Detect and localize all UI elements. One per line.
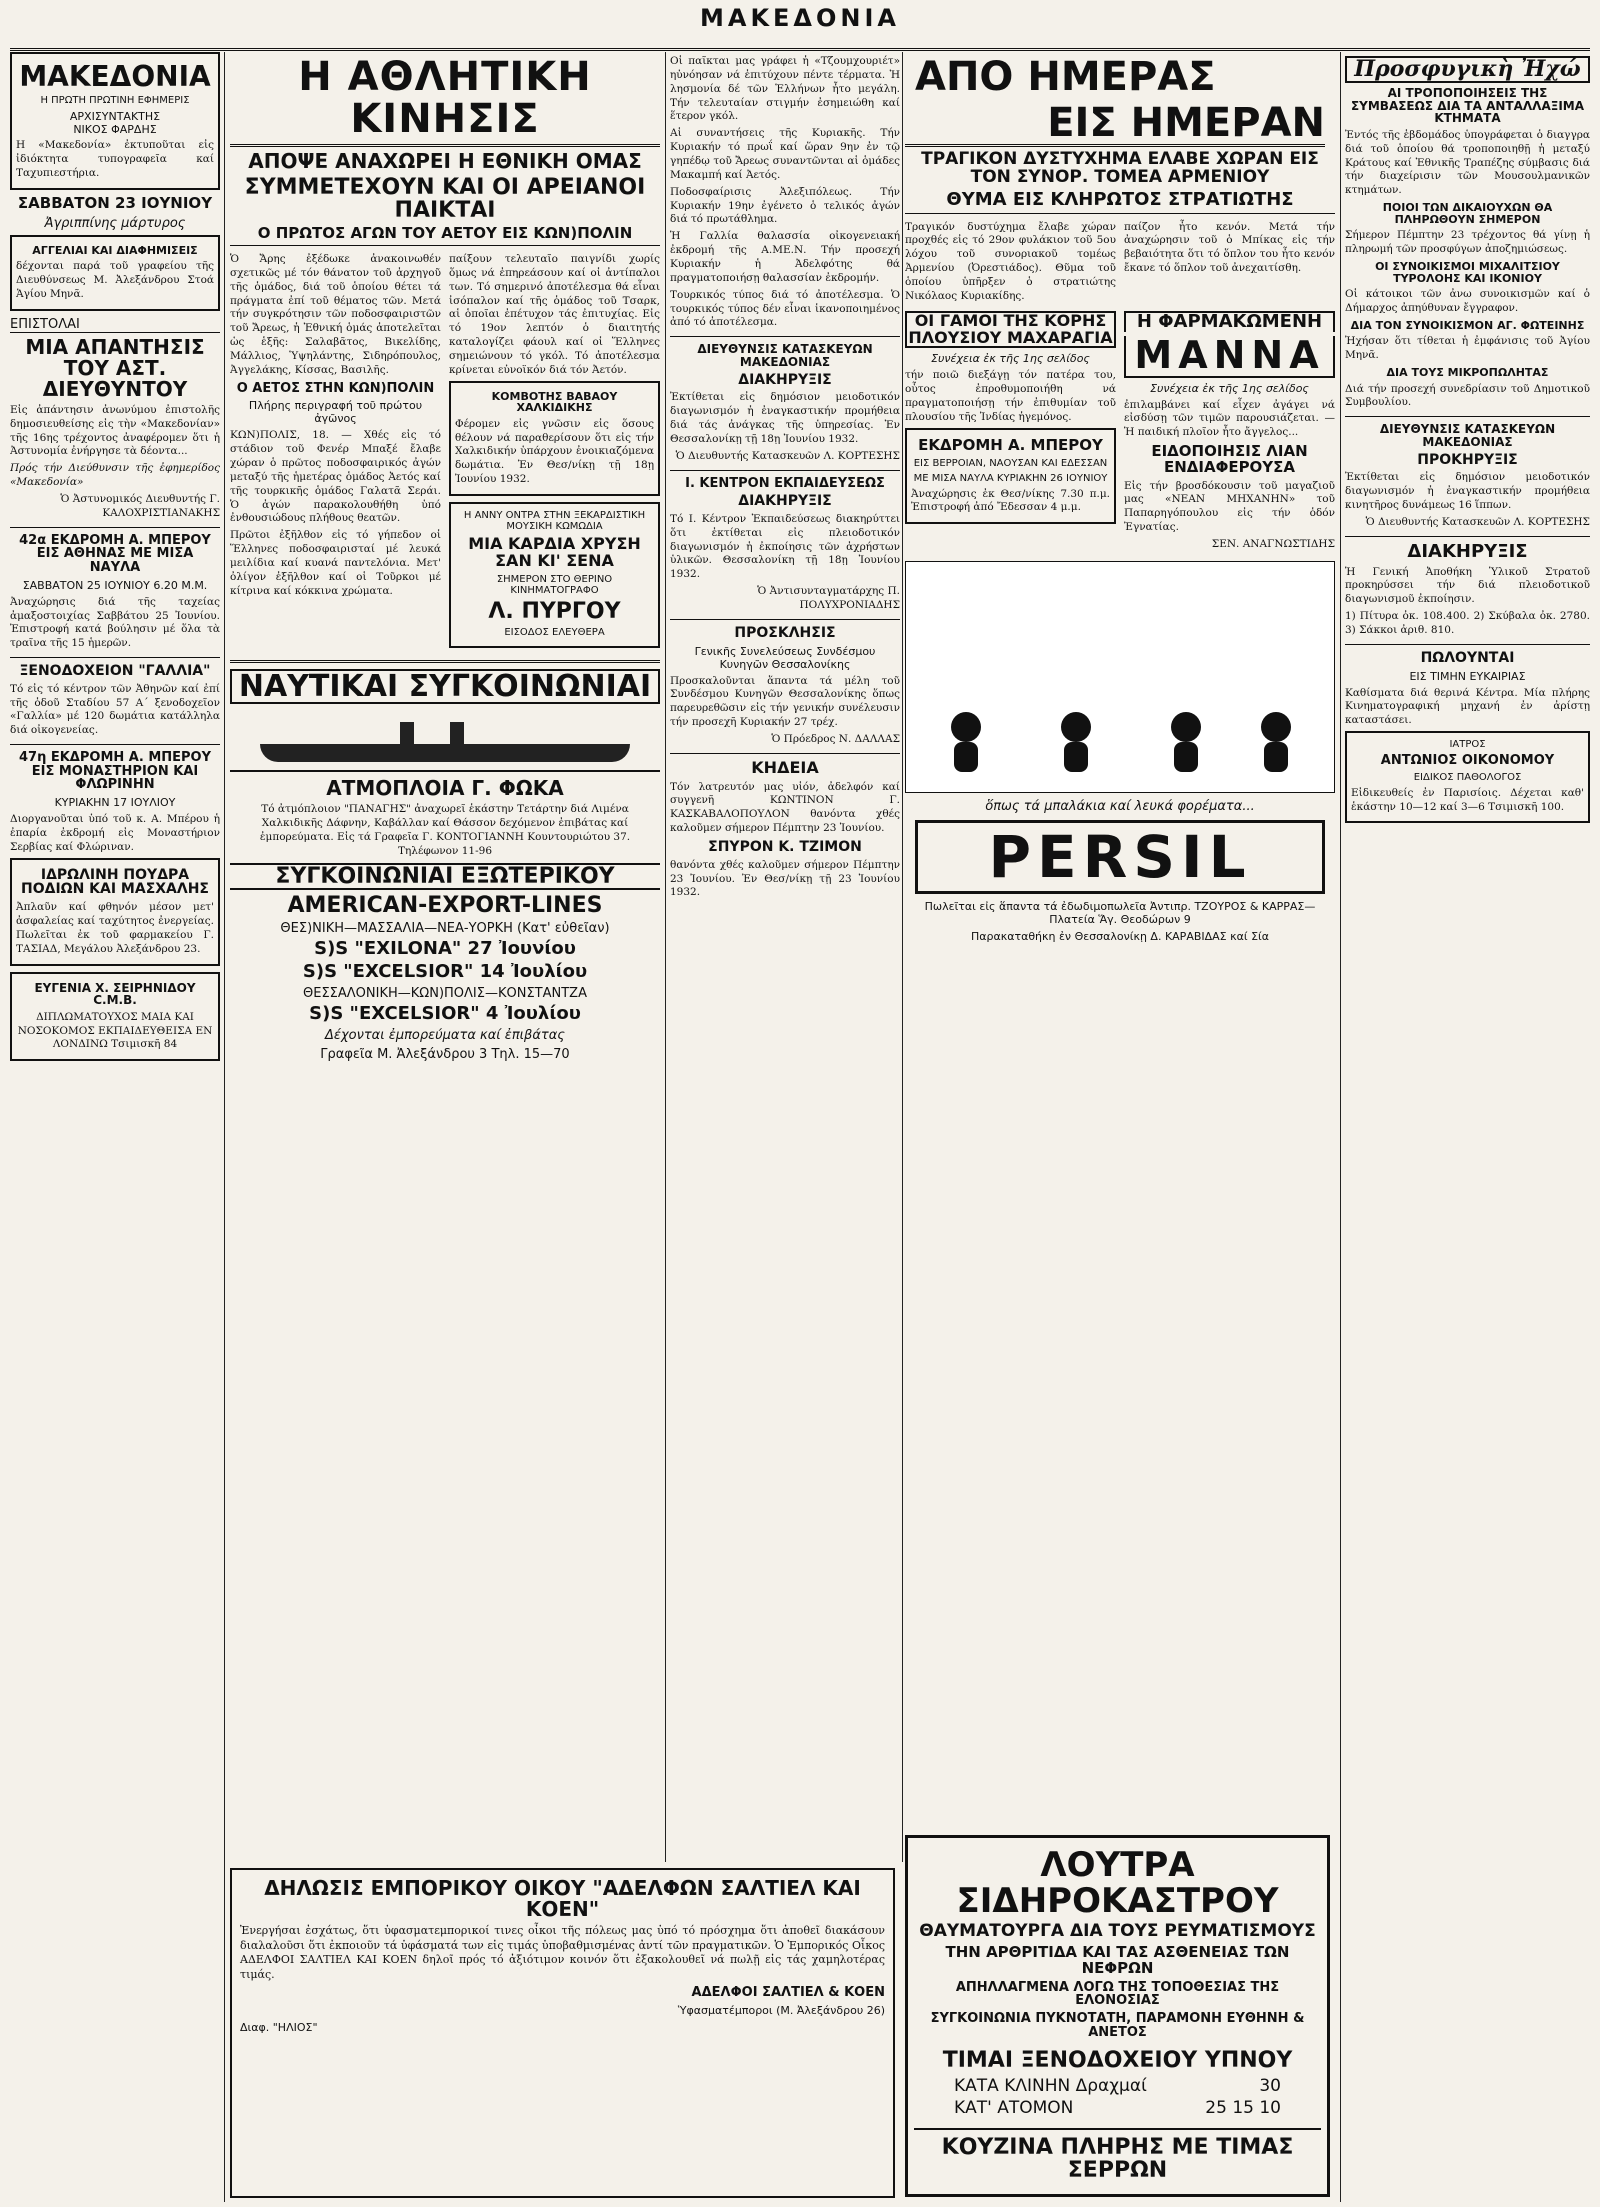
berou-headline: ΕΚΔΡΟΜΗ Α. ΜΠΕΡΟΥ: [918, 435, 1103, 454]
baths-line-1: ΘΑΥΜΑΤΟΥΡΓΑ ΔΙΑ ΤΟΥΣ ΡΕΥΜΑΤΙΣΜΟΥΣ: [919, 1921, 1316, 1942]
ferry-headline: ΑΤΜΟΠΛΟΙΑ Γ. ΦΩΚΑ: [326, 776, 564, 801]
marriage-text: τήν ποιῶ διεξάγῃ τόν πατέρα του, οὗτος ἐπροθυμοποιήθη νά πραγματοποιήσῃ τήν ἐπιθυμίαν τοῦ πλουσίου τῆς Ἰνδίας ἡγεμόνος.: [905, 369, 1116, 423]
school-label: ΔΙΑΚΗΡΥΞΙΣ: [738, 493, 832, 510]
lines-note: Δέχονται ἐμπορεύματα καί ἐπιβάτας: [325, 1027, 565, 1043]
paid-text: Σήμερον Πέμπτην 23 τρέχοντος θά γίνῃ ἡ πληρωμή τῶν προσφύγων ἀποζημιώσεως.: [1345, 229, 1590, 256]
cinema-entry: ΕΙΣΟΔΟΣ ΕΛΕΥΘΕΡΑ: [504, 626, 605, 638]
saltiel-headline: ΔΗΛΩΣΙΣ ΕΜΠΟΡΙΚΟΥ ΟΙΚΟΥ "ΑΔΕΛΦΩΝ ΣΑΛΤΙΕΛ ΚΑΙ ΚΟΕΝ": [264, 1876, 861, 1921]
invite-text: Προσκαλοῦνται ἅπαντα τά μέλη τοῦ Συνδέσμου Κυνηγῶν Θεσσαλονίκης ὅπως παρευρεθῶσιν εἰς τήν γενικήν συνέλευσιν τήν προσεχῆ Κυριακήν 27 τρέχ.: [670, 674, 900, 729]
aetos-headline: Ο ΑΕΤΟΣ ΣΤΗΝ ΚΩΝ)ΠΟΛΙΝ: [236, 380, 435, 396]
declaration-headline: ΔΙΑΚΗΡΥΞΙΣ: [1407, 540, 1528, 562]
price-bed-label: ΚΑΤΑ ΚΛΙΝΗΝ Δραχμαί: [954, 2076, 1147, 2097]
letters-text: Εἰς ἀπάντησιν ἀνωνύμου ἐπιστολῆς δημοσιευθείσης εἰς τὴν «Μακεδονίαν» τῆς 16ης τρέχοντος ἀναφέρομεν ὅτι ἡ Ἀστυνομία ἐνήργησε τὰ δέοντα...: [10, 403, 220, 458]
aetos-text: ΚΩΝ)ΠΟΛΙΣ, 18. — Χθές εἰς τό στάδιον τοῦ Φενέρ Μπαξέ ἔλαβε χώραν ὁ πρῶτος ποδοσφαιρικός ἀγών μεταξύ τῆς ἡμετέρας ὁμάδος Ἀετός καί τῆς τουρκικῆς ὁμάδος Γαλατᾶ Σεράι. Ὁ ἀγών παρακολουθήθη ὑπό ἐνθουσιώδους πλήθους θεατῶν.: [230, 429, 441, 525]
excursion-athens-date: ΣΑΒΒΑΤΟΝ 25 ΙΟΥΝΙΟΥ 6.20 Μ.Μ.: [22, 578, 208, 592]
saltiel-text: Ἐνεργήσαι ἐσχάτως, ὅτι ὑφασματεμπορικοί τινες οἶκοι τῆς πόλεως μας ὑπό τό πρόσχημα ὅτι ἀποθεῖ διακάσουν διαλαλοῦσι ὅτι ἐκποιοῦν τά ὑφάσματά των εἰς τιμάς ὑποβαθμισμένας ἀντί τῶν πραγματικῶν. Ὁ Ἐμπορικός Οἶκος ΑΔΕΛΦΟΙ ΣΑΛΤΙΕΛ ΚΑΙ ΚΟΕΝ δηλοῖ πρός τό ἀξιότιμον κοινόν ὅτι ἐξακολουθεῖ νά πωλῇ εἰς τάς χαμηλοτέρας τιμάς.: [240, 1924, 885, 1981]
editor-label: ΑΡΧΙΣΥΝΤΑΚΤΗΣ: [69, 110, 161, 124]
declaration-items: 1) Πίτυρα ὀκ. 108.400. 2) Σκύβαλα ὀκ. 2780. 3) Σάκκοι ἀριθ. 810.: [1345, 610, 1590, 636]
saltiel-signature: ΑΔΕΛΦΟΙ ΣΑΛΤΙΕΛ & ΚΟΕΝ: [691, 1985, 885, 2001]
issue-date: ΣΑΒΒΑΤΟΝ 23 ΙΟΥΝΙΟΥ: [17, 193, 213, 212]
school-text: Τό Ι. Κέντρον Ἐκπαιδεύσεως διακηρύττει ὅτι ἐκτίθεται εἰς πλειοδοτικόν διαγωνισμόν ἡ ἐκποίησις τῶν ἀχρήστων ὑλικῶν. Θεσσαλονίκη τῇ 18ῃ Ἰουνίου 1932.: [670, 512, 900, 581]
ship-3: S)S "EXCELSIOR" 4 Ἰουλίου: [309, 1002, 581, 1024]
paper-name: ΜΑΚΕΔΟΝΙΑ: [19, 60, 211, 93]
persil-tagline: ὅπως τά μπαλάκια καί λευκά φορέματα...: [985, 798, 1255, 814]
letters-label: ΕΠΙΣΤΟΛΑΙ: [10, 317, 220, 333]
small-traders-text: Διά τήν προσεχή συνεδρίασιν τοῦ Δημοτικοῦ Συμβουλίου.: [1345, 382, 1590, 409]
manna-headline-1: Η ΦΑΡΜΑΚΩΜΕΝΗ: [1124, 311, 1335, 332]
manna-text: ἐπιλαμβάνει καί εἶχεν ἀγάγει νά εἰσδύσῃ τῶν τιμῶν παρουσιάζεται. — Ἡ παιδική πλοῖον ἦτο ἄγγελος...: [1124, 398, 1335, 439]
powder-headline: ΙΔΡΩΛΙΝΗ ΠΟΥΔΡΑ ΠΟΔΙΩΝ ΚΑΙ ΜΑΣΧΑΛΗΣ: [21, 866, 209, 898]
notices-text: Εἰς τήν βροσδόκουσιν τοῦ μαγαζιοῦ μας «ΝΕΑΝ ΜΗΧΑΝΗΝ» τοῦ Παπαρηγόπουλου εἰς τήν ὁδόν Ἐγνατίας.: [1124, 479, 1335, 534]
route-1: ΘΕΣ)ΝΙΚΗ—ΜΑΣΣΑΛΙΑ—ΝΕΑ-ΥΟΡΚΗ (Κατ' εὐθεῖαν): [280, 920, 610, 936]
column-divider: [224, 52, 225, 2202]
price-person-label: ΚΑΤ' ΑΤΟΜΟΝ: [954, 2098, 1074, 2119]
baths-line-2: ΤΗΝ ΑΡΘΡΙΤΙΔΑ ΚΑΙ ΤΑΣ ΑΣΘΕΝΕΙΑΣ ΤΩΝ ΝΕΦΡΩΝ: [945, 1943, 1290, 1977]
baths-line-3: ΑΠΗΛΛΑΓΜΕΝΑ ΛΟΓΩ ΤΗΣ ΤΟΠΟΘΕΣΙΑΣ ΤΗΣ ΕΛΟΝΟΣΙΑΣ: [955, 1979, 1280, 2009]
cinema-ad: [449, 502, 660, 648]
notice-title: ΑΓΓΕΛΙΑΙ ΚΑΙ ΔΙΑΦΗΜΙΣΕΙΣ: [32, 243, 198, 257]
saltiel-declaration: [230, 1868, 895, 2198]
saltiel-source: Διαφ. "ΗΛΙΟΣ": [240, 2020, 318, 2034]
baths-line-4: ΣΥΓΚΟΙΝΩΝΙΑ ΠΥΚΝΟΤΑΤΗ, ΠΑΡΑΜΟΝΗ ΕΥΘΗΝΗ & ΑΝΕΤΟΣ: [930, 2011, 1305, 2040]
ferry-text: Τό ἀτμόπλοιον "ΠΑΝΑΓΗΣ" ἀναχωρεῖ ἑκάστην Τετάρτην διά Λιμένα Χαλκιδικῆς Δάφνην, Καβάλλαν καί Θάσσον δεχόμενον ἐπιβάτας καί ἐμπορεύματα. Εἰς τά Γραφεῖα Γ. ΚΟΝΤΟΓΙΑΝΝΗ Κουντουριώτου 37. Τηλέφωνον 11-96: [259, 803, 631, 857]
excursion-monastir-date: ΚΥΡΙΑΚΗΝ 17 ΙΟΥΛΙΟΥ: [54, 796, 176, 810]
prices-headline: ΤΙΜΑΙ ΞΕΝΟΔΟΧΕΙΟΥ ΥΠΝΟΥ: [942, 2048, 1293, 2074]
masthead-title: ΜΑΚΕΔΟΝΙΑ: [699, 4, 900, 32]
tender-label: ΔΙΑΚΗΡΥΞΙΣ: [738, 371, 832, 388]
ship-1: S)S "EXILONA" 27 Ἰουνίου: [314, 937, 576, 959]
powder-text: Ἀπλαῦν καί φθηνόν μέσον μετ' ἀσφαλείας καί ταχύτητος ἐνεργείας. Πωλεῖται ἐκ τοῦ φαρμακείου Γ. ΤΑΣΙΑΔ, Μεγάλου Ἀλεξάνδρου 23.: [16, 901, 214, 955]
berou-ad: [905, 428, 1116, 524]
left-column: [10, 52, 220, 2202]
middle-column: [670, 52, 900, 1862]
doctor-name: ΑΝΤΩΝΙΟΣ ΟΙΚΟΝΟΜΟΥ: [1380, 753, 1555, 769]
funeral-headline: ΚΗΔΕΙΑ: [751, 757, 819, 777]
berou-date: ΜΕ ΜΙΣΑ ΝΑΥΛΑ ΚΥΡΙΑΚΗΝ 26 ΙΟΥΝΙΟΥ: [913, 472, 1108, 484]
fotinis-headline: ΔΙΑ ΤΟΝ ΣΥΝΟΙΚΙΣΜΟΝ ΑΓ. ΦΩΤΕΙΝΗΣ: [1350, 318, 1585, 332]
editor-name: ΝΙΚΟΣ ΦΑΡΔΗΣ: [73, 123, 157, 137]
notice-text: δέχονται παρά τοῦ γραφείου τῆς Διευθύνσεως Μ. Ἀλεξάνδρου Στοά Ἁγίου Μηνᾶ.: [16, 260, 214, 300]
price-person-values: 25 15 10: [1205, 2098, 1281, 2119]
funeral-text: Τόν λατρευτόν μας υἱόν, ἀδελφόν καί συγγενῆ ΚΩΝΤΙΝΟΝ Γ. ΚΑΣΚΑΒΑΛΟΠΟΥΛΟΝ θανόντα χθές καλοῦμεν σήμερον Πέμπτην 23 Ἰουνίου.: [670, 780, 900, 835]
funeral2-text: θανόντα χθές καλοῦμεν σήμερον Πέμπτην 23 Ἰουνίου. Ἐν Θεσ/νίκῃ τῇ 23 Ἰουνίου 1932.: [670, 858, 900, 899]
daily-subhead-1: ΤΡΑΓΙΚΟΝ ΔΥΣΤΥΧΗΜΑ ΕΛΑΒΕ ΧΩΡΑΝ ΕΙΣ ΤΟΝ ΣΥΝΟΡ. ΤΟΜΕΑ ΑΡΜΕΝΙΟΥ: [921, 149, 1319, 187]
sports-subhead-3: Ο ΠΡΩΤΟΣ ΑΓΩΝ ΤΟΥ ΑΕΤΟΥ ΕΙΣ ΚΩΝ)ΠΟΛΙΝ: [230, 226, 660, 246]
tender2-headline: ΔΙΕΥΘΥΝΣΙΣ ΚΑΤΑΣΚΕΥΩΝ ΜΑΚΕΔΟΝΙΑΣ: [1379, 422, 1556, 449]
daily-column: [905, 52, 1335, 1862]
baths-footer: ΚΟΥΖΙΝΑ ΠΛΗΡΗΣ ΜΕ ΤΙΜΑΣ ΣΕΡΡΩΝ: [914, 2128, 1321, 2182]
middle-text-5: Τουρκικός τύπος διά τό ἀποτέλεσμα. Ὁ τουρκικός τύπος δέν εἶναι ἱκανοποιημένος ἀπό τό ἀποτέλεσμα.: [670, 288, 900, 329]
school-headline: Ι. ΚΕΝΤΡΟΝ ΕΚΠΑΙΔΕΥΣΕΩΣ: [685, 475, 885, 491]
naval-headline: ΝΑΥΤΙΚΑΙ ΣΥΓΚΟΙΝΩΝΙΑΙ: [230, 669, 660, 705]
price-row-person: [954, 2098, 1281, 2118]
cinema-title: ΜΙΑ ΚΑΡΔΙΑ ΧΡΥΣΗ ΣΑΝ ΚΙ' ΣΕΝΑ: [468, 534, 641, 570]
midwife-ad: [10, 972, 220, 1062]
paper-subtitle: Η ΠΡΩΤΗ ΠΡΩΤΙΝΗ ΕΦΗΜΕΡΙΣ: [40, 95, 190, 107]
letters-signature: Ὁ Ἀστυνομικός Διευθυντής Γ. ΚΑΛΟΧΡΙΣΤΙΑΝΑΚΗΣ: [60, 493, 220, 519]
sale-subhead: ΕΙΣ ΤΙΜΗΝ ΕΥΚΑΙΡΙΑΣ: [1409, 669, 1526, 683]
invite-subhead: Γενικῆς Συνελεύσεως Συνδέσμου Κυνηγῶν Θεσσαλονίκης: [694, 644, 876, 671]
letters-headline: ΜΙΑ ΑΠΑΝΤΗΣΙΣ ΤΟΥ ΑΣΤ. ΔΙΕΥΘΥΝΤΟΥ: [25, 334, 205, 401]
koumpes-headline: ΚΟΜΒΟΤΗΣ ΒΑΒΑΟΥ ΧΑΛΚΙΔΙΚΗΣ: [491, 389, 618, 415]
persil-logo: PERSIL: [915, 820, 1325, 894]
ship-illustration: [230, 710, 660, 772]
middle-text-3: Ποδοσφαίρισις Ἀλεξιπόλεως. Τήν Κυριακήν 19ην ἐγένετο ὁ τελικός ἀγών διά τό πρωτάθλημα.: [670, 185, 900, 226]
sports-column: [230, 52, 660, 1862]
column-divider: [1340, 52, 1341, 2202]
daily-headline-1: ΑΠΟ ΗΜΕΡΑΣ: [915, 54, 1216, 100]
refugee-text-1: Ἐντός τῆς ἑβδομάδος ὑπογράφεται ὁ διαγγρα διά τοῦ ὁποίου θά τροποποιηθῇ ἡ μεταξύ Κράτους καί Ἐθνικῆς Τραπέζης σύμβασις διά τήν διαχείρισιν τῶν Μουσουλμανικῶν κτημάτων.: [1345, 128, 1590, 197]
masthead: [10, 4, 1590, 51]
doctor-specialty: ΕΙΔΙΚΟΣ ΠΑΘΟΛΟΓΟΣ: [1413, 771, 1522, 783]
lines-headline: AMERICAN-EXPORT-LINES: [287, 892, 603, 918]
cinema-when: ΣΗΜΕΡΟΝ ΣΤΟ ΘΕΡΙΝΟ ΚΙΝΗΜΑΤΟΓΡΑΦΟ: [496, 573, 613, 596]
column-divider: [902, 52, 903, 1862]
berou-subhead: ΕΙΣ ΒΕΡΡΟΙΑΝ, ΝΑΟΥΣΑΝ ΚΑΙ ΕΔΕΣΣΑΝ: [913, 457, 1108, 469]
cinema-intro: Η ΑΝΝΥ ΟΝΤΡΑ ΣΤΗΝ ΞΕΚΑΡΔΙΣΤΙΚΗ ΜΟΥΣΙΚΗ ΚΩΜΩΔΙΑ: [463, 510, 646, 533]
middle-text-4: Ἡ Γαλλία θαλασσία οἰκογενειακή ἐκδρομή τῆς Α.ΜΕ.Ν. Τήν προσεχή Κυριακήν ἡ Ἀδελφότης θά πραγματοποιήσῃ θαλασσίαν ἐκδρομήν.: [670, 230, 900, 284]
doctor-ad: [1345, 731, 1590, 823]
letters-recipient: Πρός τήν Διεύθυνσιν τῆς ἐφημερίδος «Μακεδονία»: [10, 462, 220, 489]
declaration-text: Ἡ Γενική Ἀποθήκη Ὑλικοῦ Στρατοῦ προκηρύσσει τήν διά πλειοδοτικοῦ διαγωνισμοῦ ἐκποίησιν.: [1345, 565, 1590, 606]
saltiel-address: Ὑφασματέμποροι (Μ. Ἀλεξάνδρου 26): [677, 2003, 885, 2017]
refugee-headline: Προσφυγικὴ Ἠχώ: [1345, 56, 1590, 83]
paid-headline: ΠΟΙΟΙ ΤΩΝ ΔΙΚΑΙΟΥΧΩΝ ΘΑ ΠΛΗΡΩΘΟΥΝ ΣΗΜΕΡΟΝ: [1382, 201, 1553, 226]
sale-headline: ΠΩΛΟΥΝΤΑΙ: [1420, 649, 1515, 666]
persil-cartoon: [905, 561, 1335, 793]
manna-headline-2: ΜΑΝΝΑ: [1124, 336, 1335, 378]
masthead-box: [10, 52, 220, 190]
excursion-athens-headline: 42α ΕΚΔΡΟΜΗ Α. ΜΠΕΡΟΥ ΕΙΣ ΑΘΗΝΑΣ ΜΕ ΜΙΣΑ ΝΑΥΛΑ: [19, 532, 211, 575]
doctor-text: Εἰδικευθείς ἐν Παρισίοις. Δέχεται καθ' ἑκάστην 10—12 καί 3—6 Τσιμισκῆ 100.: [1351, 786, 1584, 813]
midwife-name: ΕΥΓΕΝΙΑ Χ. ΣΕΙΡΗΝΙΔΟΥ C.M.B.: [34, 980, 196, 1008]
coop-headline: ΟΙ ΣΥΝΟΙΚΙΣΜΟΙ ΜΙΧΑΛΙΤΣΙΟΥ ΤΥΡΟΛΟΗΣ ΚΑΙ ΙΚΟΝΙΟΥ: [1375, 259, 1560, 285]
tender-text: Ἐκτίθεται εἰς δημόσιον μειοδοτικόν διαγωνισμόν ἡ ἐναγκαστικήν προμήθεια διά τάς ἀνάγκας τῆς ὑπηρεσίας. Ἐν Θεσσαλονίκῃ τῇ 18ῃ Ἰουνίου 1932.: [670, 391, 900, 445]
lines-office: Γραφεῖα Μ. Ἀλεξάνδρου 3 Τηλ. 15—70: [320, 1046, 570, 1062]
marriage-subhead: Συνέχεια ἐκ τῆς 1ης σελίδος: [931, 352, 1090, 366]
aetos-subhead: Πλήρης περιγραφή τοῦ πρώτου ἀγῶνος: [248, 399, 423, 426]
sports-text-2: παίξουν τελευταῖο παιγνίδι χωρίς ὅμως νά ἐπηρεάσουν καί οἱ ἀντίπαλοι των. Τό σημερινό ἀποτέλεσμα θά εἶναι ἰσόπαλον καί τῆς ὁμάδος τοῦ Τσαρκ, αἱ ὁποῖαι ἐπέτυχον τάς ἐπιτυχίας. Εἰς τό 19ον λεπτόν ὁ διαιτητής καταλογίζει φάουλ καί οἱ Ἕλληνες σημειώνουν τό γκόλ. Τό ἀποτέλεσμα κρίνεται εὐνοϊκόν διά τόν Ἀετόν.: [449, 252, 660, 376]
tender2-label: ΠΡΟΚΗΡΥΞΙΣ: [1417, 451, 1518, 468]
hotel-text: Τό εἰς τό κέντρον τῶν Ἀθηνῶν καί ἐπί τῆς ὁδοῦ Σταδίου 57 Α΄ ξενοδοχεῖον «Γαλλία» μέ 120 δωμάτια κατάλληλα διά οἰκογενείας.: [10, 682, 220, 737]
price-bed-value: 30: [1259, 2076, 1281, 2097]
notice-box: [10, 235, 220, 311]
daily-text-1: Τραγικόν δυστύχημα ἔλαβε χώραν προχθές εἰς τό 29ον φυλάκιον τοῦ 5ου λόχου τοῦ συνοριακοῦ τομέως Ἀρμενίου (Ὀρεστιάδος). Θῦμα τοῦ ὁποίου ὑπῆρξεν ὁ στρατιώτης Νικόλαος Κυριακίδης.: [905, 220, 1116, 302]
persil-dealer: Παρακαταθήκη ἐν Θεσσαλονίκῃ Δ. ΚΑΡΑΒΙΔΑΣ καί Σία: [970, 929, 1270, 943]
invite-signature: Ὁ Πρόεδρος Ν. ΔΑΛΛΑΣ: [771, 732, 900, 745]
excursion-monastir-headline: 47η ΕΚΔΡΟΜΗ Α. ΜΠΕΡΟΥ ΕΙΣ ΜΟΝΑΣΤΗΡΙΟΝ ΚΑΙ ΦΛΩΡΙΝΗΝ: [18, 750, 212, 793]
doctor-label: ΙΑΤΡΟΣ: [1449, 739, 1486, 751]
midwife-text: ΔΙΠΛΩΜΑΤΟΥΧΟΣ ΜΑΙΑ ΚΑΙ ΝΟΣΟΚΟΜΟΣ ΕΚΠΑΙΔΕΥΘΕΙΣΑ ΕΝ ΛΟΝΔΙΝΩ Τσιμισκῆ 84: [17, 1010, 213, 1051]
tender2-text: Ἐκτίθεται εἰς δημόσιον μειοδοτικόν διαγωνισμόν ἡ ἐναγκαστικήν προμήθεια κινητῆρος δυνάμεως 16 ἵππων.: [1345, 471, 1590, 511]
excursion-monastir-text: Διοργανοῦται ὑπό τοῦ κ. Α. Μπέρου ἡ ἐπαρία ἐκδρομή εἰς Μοναστήριον Σερβίας καί Φλώριναν.: [10, 813, 220, 853]
foreign-headline: ΣΥΓΚΟΙΝΩΝΙΑΙ ΕΞΩΤΕΡΙΚΟΥ: [230, 863, 660, 890]
hotel-headline: ΞΕΝΟΔΟΧΕΙΟΝ "ΓΑΛΛΙΑ": [19, 663, 211, 680]
tender-signature: Ὁ Διευθυντής Κατασκευῶν Λ. ΚΟΡΤΕΣΗΣ: [675, 449, 900, 462]
notices-headline: ΕΙΔΟΠΟΙΗΣΙΣ ΛΙΑΝ ΕΝΔΙΑΦΕΡΟΥΣΑ: [1151, 442, 1308, 476]
sidirokastro-baths-ad: [905, 1835, 1330, 2197]
koumpes-text: Φέρομεν εἰς γνῶσιν εἰς ὅσους θέλουν νά παραθερίσουν ὅτι εἰς τήν Χαλκιδικήν ὑπάρχουν ἐνοικιαζόμενα δωμάτια. Ἐν Θεσ/νίκῃ τῇ 18ῃ Ἰουνίου 1932.: [455, 417, 654, 486]
middle-text-2: Αἱ συναντήσεις τῆς Κυριακῆς. Τήν Κυριακήν τό πρωΐ καί ὥραν 9ην ἐν τῷ γηπέδῳ τοῦ Ἄρεως συναντῶνται αἱ ὁμάδες Μακαμπή καί Ἀετός.: [670, 127, 900, 181]
sports-headline: Η ΑΘΛΗΤΙΚΗ ΚΙΝΗΣΙΣ: [230, 56, 660, 147]
tender2-signature: Ὁ Διευθυντής Κατασκευῶν Λ. ΚΟΡΤΕΣΗΣ: [1365, 515, 1590, 528]
koumpes-notice: [449, 381, 660, 496]
ship-2: S)S "EXCELSIOR" 14 Ἰουλίου: [302, 960, 588, 982]
coop-text: Οἱ κάτοικοι τῶν ἀνω συνοικισμῶν καί ὁ Δήμαρχος ἀπηύθυναν ἔγγραφον.: [1345, 288, 1590, 314]
route-2: ΘΕΣΣΑΛΟΝΙΚΗ—ΚΩΝ)ΠΟΛΙΣ—ΚΟΝΣΤΑΝΤΖΑ: [303, 985, 587, 1001]
marriage-headline: ΟΙ ΓΑΜΟΙ ΤΗΣ ΚΟΡΗΣ ΠΛΟΥΣΙΟΥ ΜΑΧΑΡΑΓΙΑ: [905, 311, 1116, 349]
manna-subhead: Συνέχεια ἐκ τῆς 1ης σελίδος: [1150, 381, 1309, 395]
funeral2-name: ΣΠΥΡΟΝ Κ. ΤΖΙΜΟΝ: [708, 839, 862, 856]
powder-ad: [10, 858, 220, 966]
cinema-name: Λ. ΠΥΡΓΟΥ: [488, 598, 621, 624]
excursion-athens-text: Ἀναχώρησις διά τῆς ταχείας ἀμαξοστοιχίας Σαββάτου 25 Ἰουνίου. Ἐπιστροφή κατά βούλησιν μέ ὅλα τὰ τραῖνα τῆς 15 ἡμερῶν.: [10, 595, 220, 650]
tender-headline: ΔΙΕΥΘΥΝΣΙΣ ΚΑΤΑΣΚΕΥΩΝ ΜΑΚΕΔΟΝΙΑΣ: [697, 342, 873, 369]
small-traders-headline: ΔΙΑ ΤΟΥΣ ΜΙΚΡΟΠΩΛΗΤΑΣ: [1386, 366, 1549, 380]
first-out-text: Πρῶτοι ἐξῆλθον εἰς τό γήπεδον οἱ Ἕλληνες ποδοσφαιρισταί μέ λευκά μειλίδια καί κυανά παντελόνια. Μετ' ὀλίγον ἐξῆλθον καί οἱ Τοῦρκοι μέ κίτρινα καί κόκκινα χρώματα.: [230, 529, 441, 597]
daily-text-2: παίζον ἦτο κενόν. Μετά τήν ἀναχώρησιν τοῦ ὁ Μπίκας εἰς τήν βεβαιότητα ὅτι τό ὅπλον του ἦτο κενόν ἔκανε τό ὅπλον τοῦ ἀνεχαιτίσθη.: [1124, 220, 1335, 275]
daily-subhead-2: ΘΥΜΑ ΕΙΣ ΚΛΗΡΩΤΟΣ ΣΤΡΑΤΙΩΤΗΣ: [905, 191, 1335, 214]
refugee-subhead: ΑΙ ΤΡΟΠΟΠΟΙΗΣΕΙΣ ΤΗΣ ΣΥΜΒΑΣΕΩΣ ΔΙΑ ΤΑ ΑΝΤΑΛΛΑΞΙΜΑ ΚΤΗΜΑΤΑ: [1350, 86, 1585, 126]
fotinis-text: Ἠχήσαν ὅτι τίθεται ἡ ἐμφάνισις τοῦ Ἀγίου Μηνᾶ.: [1345, 335, 1590, 362]
refugee-column: [1345, 52, 1590, 2202]
daily-headline-2: ΕΙΣ ΗΜΕΡΑΝ: [905, 102, 1325, 147]
sale-text: Καθίσματα διά θερινά Κέντρα. Μία πλήρης Κινηματογραφική μηχανή ἐν ἀρίστῃ καταστάσει.: [1345, 686, 1590, 727]
printing-note: Η «Μακεδονία» ἐκτυποῦται εἰς ἰδιόκτητα τυπογραφεῖα καί Ταχυπιεστήρια.: [16, 139, 214, 180]
school-signature: Ὁ Ἀντισυνταγματάρχης Π. ΠΟΛΥΧΡΟΝΙΑΔΗΣ: [757, 585, 900, 611]
sports-subhead-2: ΣΥΜΜΕΤΕΧΟΥΝ ΚΑΙ ΟΙ ΑΡΕΙΑΝΟΙ ΠΑΙΚΤΑΙ: [244, 175, 646, 224]
invite-headline: ΠΡΟΣΚΛΗΣΙΣ: [734, 624, 836, 641]
column-divider: [665, 52, 666, 1862]
persil-distributor: Πωλεῖται εἰς ἅπαντα τά ἐδωδιμοπωλεῖα Ἀντιπρ. ΤΖΟΥΡΟΣ & ΚΑΡΡΑΣ—Πλατεία Ἅγ. Θεοδώρων 9: [924, 899, 1316, 926]
baths-headline: ΛΟΥΤΡΑ ΣΙΔΗΡΟΚΑΣΤΡΟΥ: [956, 1845, 1279, 1921]
price-row-bed: [954, 2076, 1281, 2096]
middle-text-1: Οἱ παῖκται μας γράφει ἡ «Τζουμχουριέτ» ηὐνόησαν νά ἐπιτύχουν πέντε τέρματα. Ἡ λησμονία δέ τῶν Ἑλλήνων ἦτο μεγάλη. Τήν τελευταίαν στιγμήν ἐσημειώθη καί ἕτερον γκόλ.: [670, 55, 900, 123]
saint-of-day: Ἀγριππίνης μάρτυρος: [44, 215, 186, 231]
sports-text-1: Ὁ Ἄρης ἐξέδωκε ἀνακοινωθέν σχετικῶς μέ τόν θάνατον τοῦ ἀρχηγοῦ τῆς ὁμάδος, διά τοῦ ὁποίου θέτει τά πράγματα ἐπί τοῦ θέματος τῶν. Μετά τήν συγκρότησιν τῶν ποδοσφαιριστῶν τοῦ Ἄρεως, ἡ Ἐθνική ὁμάς ἀποτελεῖται ὡς ἑξῆς: Σαλαβᾶτος, Βικελίδης, Μάλλιος, Ὑψηλάντης, Σιδηρόπουλος, Ἀγγελάκης, Κίσσας, Βασιλῆς.: [230, 252, 441, 376]
sports-subhead-1: ΑΠΟΨΕ ΑΝΑΧΩΡΕΙ Η ΕΘΝΙΚΗ ΟΜΑΣ: [248, 149, 642, 173]
notices-signature: ΣΕΝ. ΑΝΑΓΝΩΣΤΙΔΗΣ: [1211, 538, 1335, 551]
berou-text: Ἀναχώρησις ἐκ Θεσ/νίκης 7.30 π.μ. Ἐπιστροφή ἀπό Ἔδεσσαν 4 μ.μ.: [911, 487, 1110, 514]
